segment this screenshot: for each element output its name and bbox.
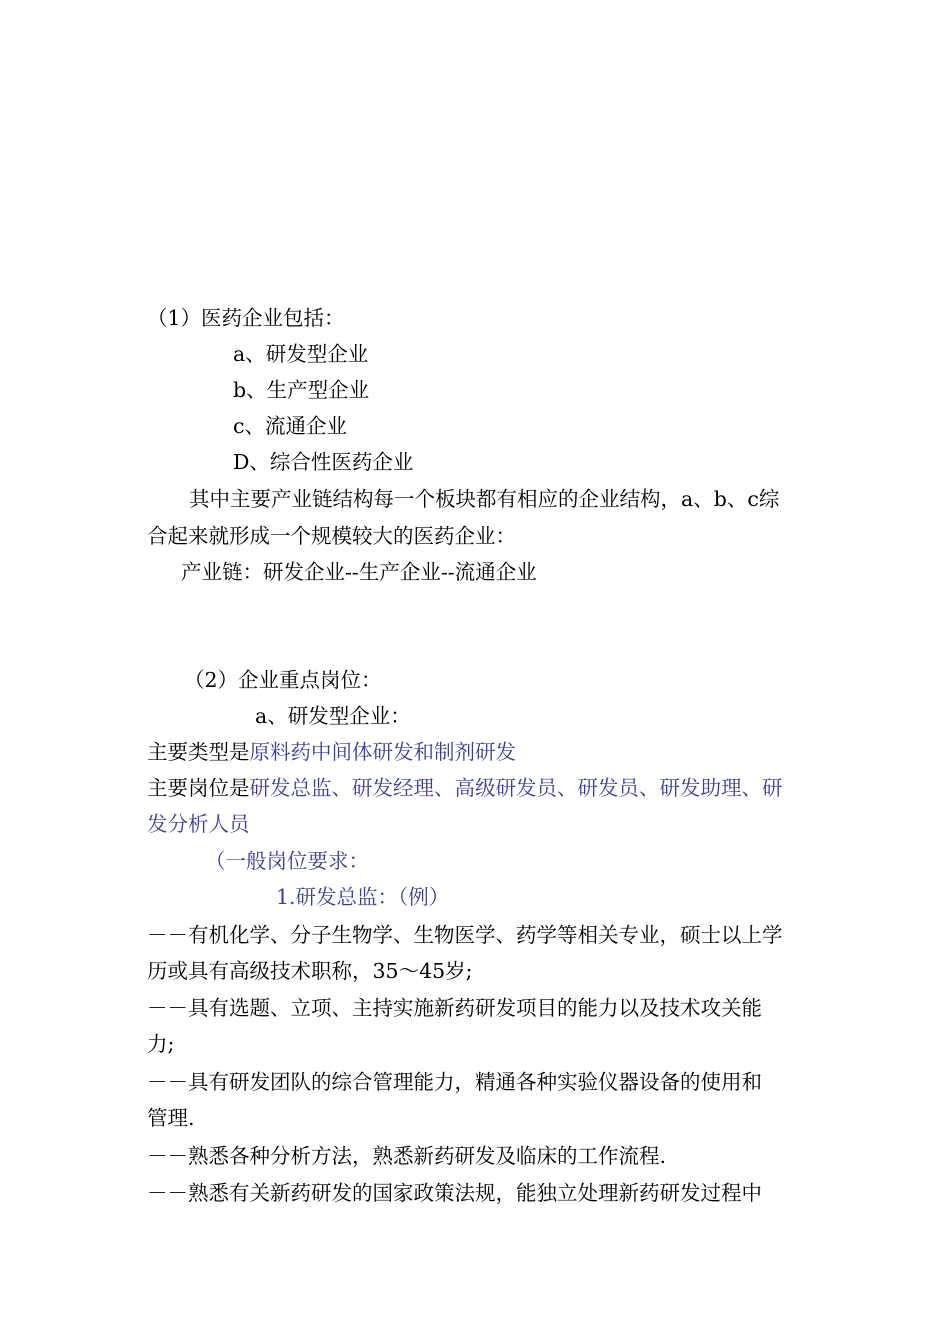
requirement-line: －－具有选题、立项、主持实施新药研发项目的能力以及技术攻关能 [147, 996, 762, 1020]
list-item: a、研发型企业 [233, 342, 369, 366]
main-types-value: 原料药中间体研发和制剂研发 [249, 740, 516, 764]
requirement-line: 历或具有高级技术职称，35～45岁; [147, 959, 473, 983]
main-positions-value: 研发总监、研发经理、高级研发员、研发员、研发助理、研 [249, 776, 783, 800]
main-positions [147, 770, 783, 806]
requirement-line: －－熟悉有关新药研发的国家政策法规，能独立处理新药研发过程中 [147, 1181, 762, 1205]
main-positions-continued: 发分析人员 [147, 812, 250, 836]
requirement-line: 管理. [147, 1106, 195, 1130]
requirement-line: 力; [147, 1032, 175, 1056]
main-types [147, 734, 516, 770]
general-requirements: （一般岗位要求： [205, 849, 369, 873]
section2-heading: （2）企业重点岗位： [184, 668, 382, 692]
paragraph-line: 其中主要产业链结构每一个板块都有相应的企业结构，a、b、c综 [189, 487, 780, 511]
requirement-line: －－具有研发团队的综合管理能力，精通各种实验仪器设备的使用和 [147, 1070, 762, 1094]
role-title: 1.研发总监：（例） [276, 885, 450, 909]
section1-heading: （1）医药企业包括： [147, 306, 345, 330]
requirement-line: －－熟悉各种分析方法，熟悉新药研发及临床的工作流程. [147, 1144, 667, 1168]
industry-chain: 产业链：研发企业--生产企业--流通企业 [181, 560, 537, 584]
paragraph-line: 合起来就形成一个规模较大的医药企业： [147, 524, 516, 548]
list-item: D、综合性医药企业 [233, 450, 414, 474]
requirement-line: －－有机化学、分子生物学、生物医学、药学等相关专业，硕士以上学 [147, 923, 783, 947]
section2-subheading: a、研发型企业： [255, 704, 411, 728]
list-item: b、生产型企业 [233, 378, 370, 402]
main-positions-prefix: 主要岗位是 [147, 776, 250, 800]
main-types-prefix: 主要类型是 [147, 740, 250, 764]
list-item: c、流通企业 [233, 414, 347, 438]
